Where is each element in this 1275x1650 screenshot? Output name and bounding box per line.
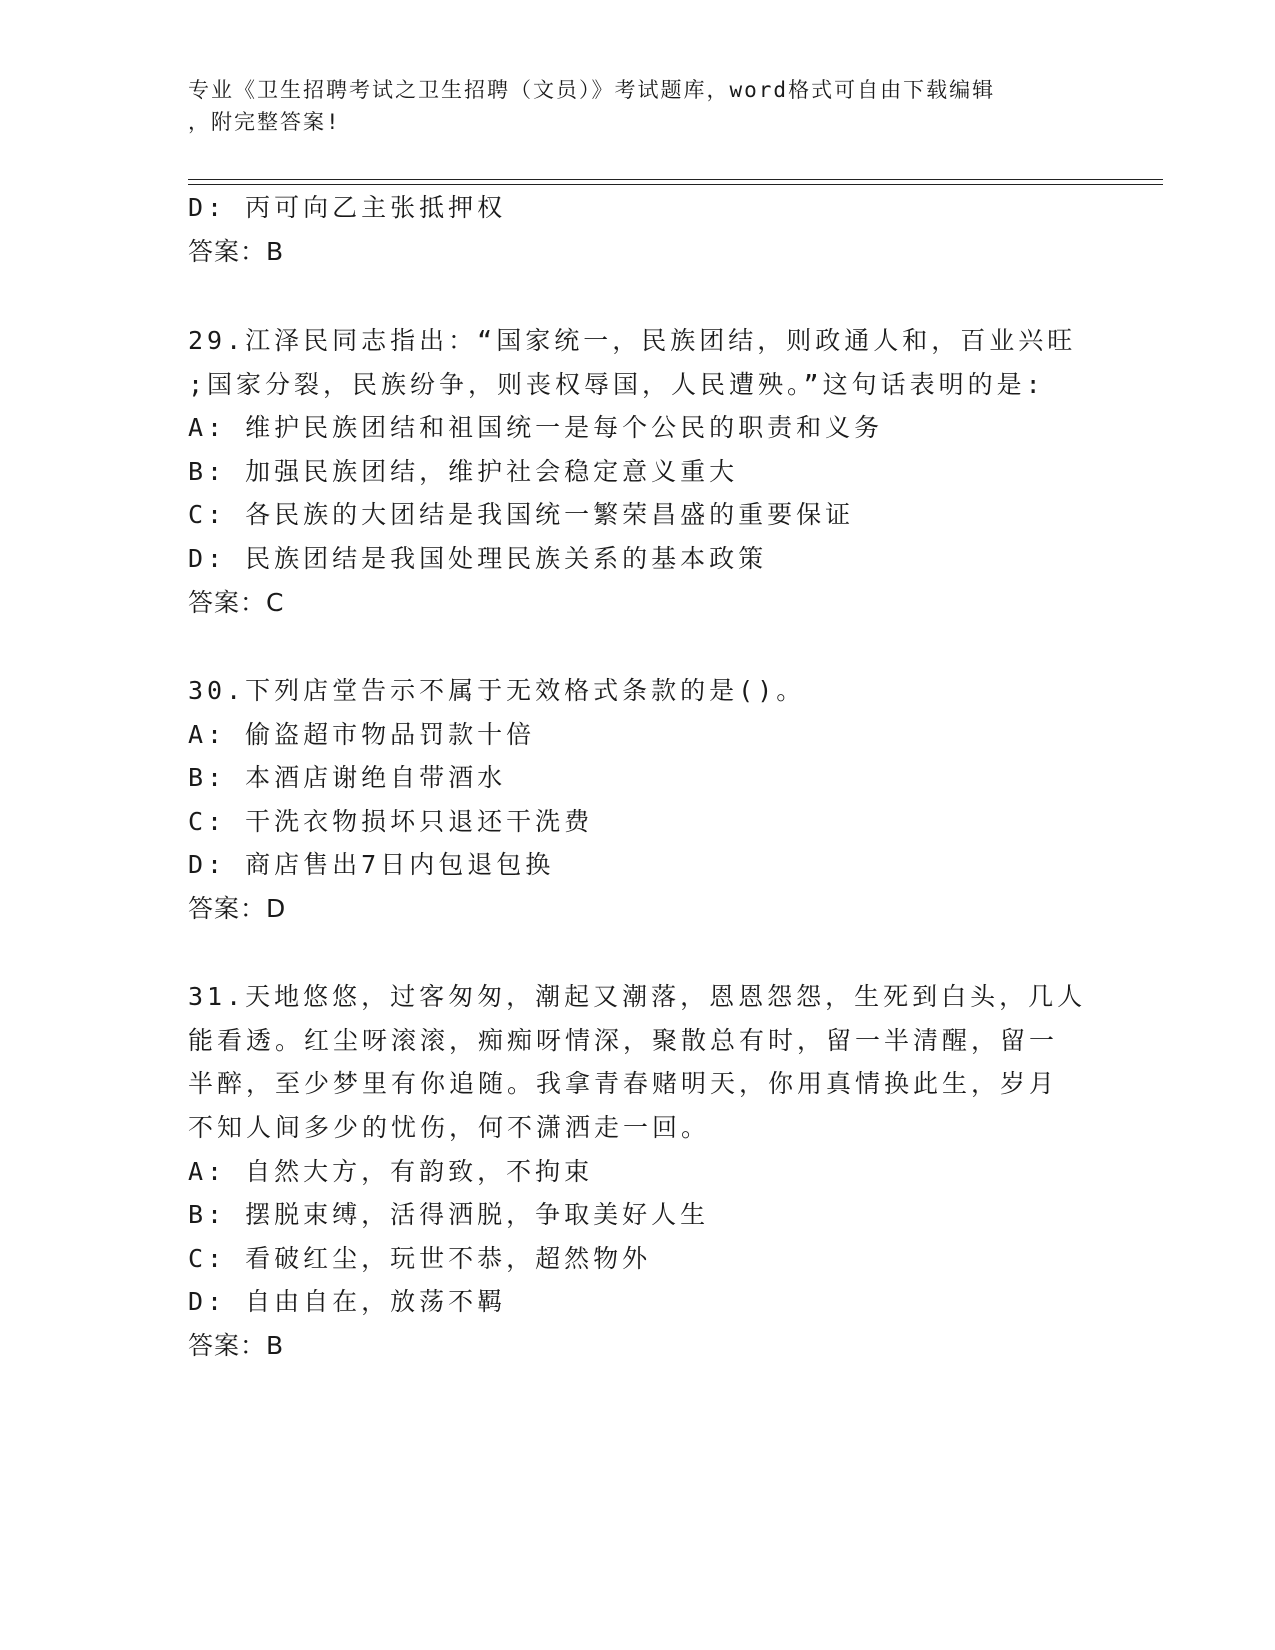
prev-answer: 答案：B [188,237,285,266]
q30-option-c: C: 干洗衣物损坏只退还干洗费 [188,807,594,836]
q29-option-d: D: 民族团结是我国处理民族关系的基本政策 [188,544,768,573]
q29-option-b: B: 加强民族团结，维护社会稳定意义重大 [188,457,739,486]
header-divider-bottom [188,184,1163,185]
document-header [188,74,1088,138]
q31-stem-line-3: 半醉，至少梦里有你追随。我拿青春赌明天，你用真情换此生，岁月 [188,1069,1059,1098]
q31-option-a: A: 自然大方，有韵致，不拘束 [188,1157,594,1186]
header-divider-top [188,179,1163,180]
q30-option-b: B: 本酒店谢绝自带酒水 [188,763,507,792]
q29-answer: 答案：C [188,588,285,617]
prev-option-d: D: 丙可向乙主张抵押权 [188,193,507,222]
q29-option-c: C: 各民族的大团结是我国统一繁荣昌盛的重要保证 [188,500,855,529]
q30-option-d: D: 商店售出7日内包退包换 [188,850,555,879]
q31-stem-line-1: 31.天地悠悠，过客匆匆，潮起又潮落，恩恩怨怨，生死到白头，几人 [188,982,1087,1011]
q31-stem-line-2: 能看透。红尘呀滚滚，痴痴呀情深，聚散总有时，留一半清醒，留一 [188,1026,1059,1055]
q30-option-a: A: 偷盗超市物品罚款十倍 [188,720,536,749]
q29-option-a: A: 维护民族团结和祖国统一是每个公民的职责和义务 [188,413,884,442]
q31-option-c: C: 看破红尘，玩世不恭，超然物外 [188,1244,652,1273]
q30-stem-line-1: 30.下列店堂告示不属于无效格式条款的是()。 [188,676,806,705]
q30-answer: 答案：D [188,894,287,923]
q31-answer: 答案：B [188,1331,285,1360]
q31-option-b: B: 摆脱束缚，活得洒脱，争取美好人生 [188,1200,710,1229]
q31-stem-line-4: 不知人间多少的忧伤，何不潇洒走一回。 [188,1113,711,1142]
header-line-1: 专业《卫生招聘考试之卫生招聘（文员）》考试题库，word格式可自由下载编辑 [188,78,996,102]
q29-stem-line-2: ;国家分裂，民族纷争，则丧权辱国，人民遭殃。”这句话表明的是: [188,370,1045,399]
q31-option-d: D: 自由自在，放荡不羁 [188,1287,507,1316]
q29-stem-line-1: 29.江泽民同志指出：“国家统一，民族团结，则政通人和，百业兴旺 [188,326,1077,355]
header-line-2: ，附完整答案! [188,110,341,134]
